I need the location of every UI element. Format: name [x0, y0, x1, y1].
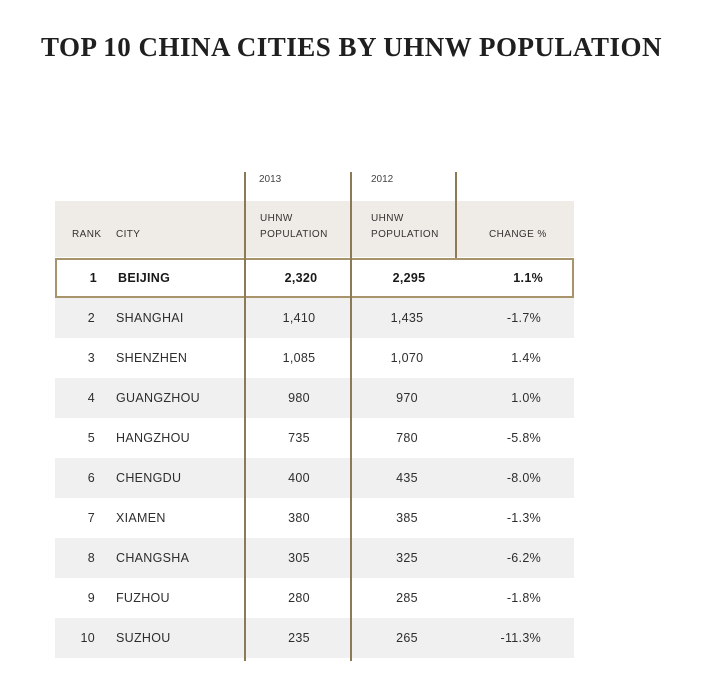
- change-cell: -11.3%: [500, 631, 541, 645]
- table-row: [55, 458, 574, 498]
- city-cell: SHENZHEN: [116, 351, 188, 365]
- rank-cell: 2: [87, 311, 95, 325]
- uhnw-2012-cell: 265: [396, 631, 418, 645]
- table-row: [55, 378, 574, 418]
- uhnw-2013-cell: 2,320: [284, 271, 318, 285]
- change-cell: 1.1%: [513, 271, 543, 285]
- city-cell: XIAMEN: [116, 511, 166, 525]
- uhnw-2013-cell: 235: [288, 631, 310, 645]
- rank-cell: 3: [87, 351, 95, 365]
- uhnw-2013-cell: 400: [288, 471, 310, 485]
- uhnw-2012-cell: 435: [396, 471, 418, 485]
- change-cell: -8.0%: [506, 471, 541, 485]
- table-row: [55, 498, 574, 538]
- rank-cell: 5: [87, 431, 95, 445]
- city-cell: GUANGZHOU: [116, 391, 200, 405]
- uhnw-2013-cell: 280: [288, 591, 310, 605]
- uhnw-2012-cell: 1,070: [390, 351, 424, 365]
- table-title: TOP 10 CHINA CITIES BY UHNW POPULATION: [40, 32, 663, 62]
- uhnw-2013-cell: 305: [288, 551, 310, 565]
- rank-cell: 4: [87, 391, 95, 405]
- city-cell: CHANGSHA: [116, 551, 190, 565]
- uhnw-2013-cell: 735: [288, 431, 310, 445]
- city-cell: SHANGHAI: [116, 311, 184, 325]
- rank-cell: 1: [89, 271, 97, 285]
- header-2013-line2: POPULATION: [260, 229, 328, 240]
- city-cell: FUZHOU: [116, 591, 170, 605]
- change-cell: 1.0%: [511, 391, 541, 405]
- year-label-2013: 2013: [259, 174, 282, 185]
- table-row: [55, 578, 574, 618]
- rank-cell: 7: [87, 511, 95, 525]
- uhnw-2012-cell: 970: [396, 391, 418, 405]
- city-cell: CHENGDU: [116, 471, 182, 485]
- rank-cell: 9: [87, 591, 95, 605]
- uhnw-2012-cell: 385: [396, 511, 418, 525]
- header-rank: RANK: [72, 229, 102, 240]
- uhnw-2013-cell: 1,085: [282, 351, 316, 365]
- header-2013-line1: UHNW: [260, 213, 293, 224]
- year-label-2012: 2012: [371, 174, 394, 185]
- table-header: [55, 201, 574, 257]
- table-row: [55, 258, 574, 298]
- column-rule-change: [455, 172, 457, 258]
- column-rule-2013: [244, 172, 246, 661]
- change-cell: -1.7%: [506, 311, 541, 325]
- uhnw-2012-cell: 1,435: [390, 311, 424, 325]
- table-row: [55, 538, 574, 578]
- uhnw-2012-cell: 285: [396, 591, 418, 605]
- table-row: [55, 298, 574, 338]
- rank-cell: 6: [87, 471, 95, 485]
- city-cell: SUZHOU: [116, 631, 171, 645]
- change-cell: -1.3%: [506, 511, 541, 525]
- header-2012-line2: POPULATION: [371, 229, 439, 240]
- header-2012-line1: UHNW: [371, 213, 404, 224]
- header-change: CHANGE %: [489, 229, 547, 240]
- rank-cell: 10: [80, 631, 95, 645]
- change-cell: 1.4%: [511, 351, 541, 365]
- column-rule-2012: [350, 172, 352, 661]
- change-cell: -1.8%: [506, 591, 541, 605]
- change-cell: -5.8%: [506, 431, 541, 445]
- table-row: [55, 418, 574, 458]
- table-row: [55, 338, 574, 378]
- uhnw-2013-cell: 980: [288, 391, 310, 405]
- table-row: [55, 618, 574, 658]
- uhnw-2012-cell: 2,295: [392, 271, 426, 285]
- rank-cell: 8: [87, 551, 95, 565]
- uhnw-2012-cell: 325: [396, 551, 418, 565]
- city-cell: HANGZHOU: [116, 431, 190, 445]
- city-cell: BEIJING: [118, 271, 171, 285]
- uhnw-2013-cell: 1,410: [282, 311, 316, 325]
- change-cell: -6.2%: [506, 551, 541, 565]
- uhnw-2013-cell: 380: [288, 511, 310, 525]
- header-city: CITY: [116, 229, 141, 240]
- uhnw-2012-cell: 780: [396, 431, 418, 445]
